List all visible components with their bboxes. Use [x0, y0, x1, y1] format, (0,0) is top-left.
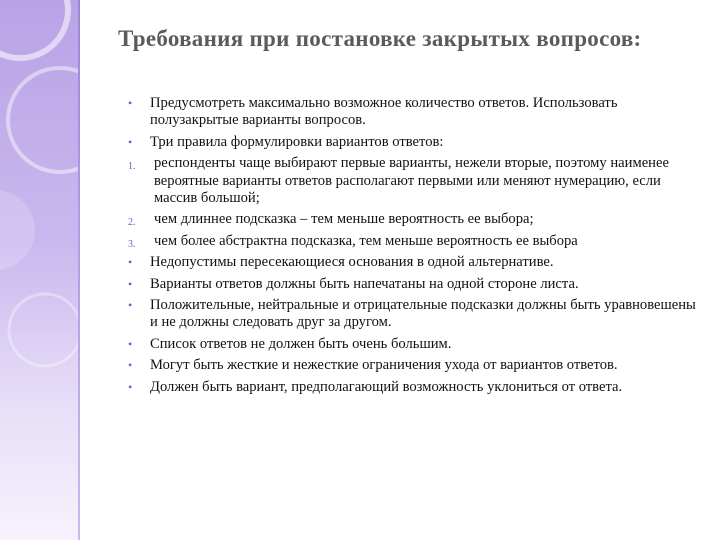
bullet-icon: •	[128, 255, 133, 270]
bullet-list-item	[128, 276, 698, 293]
bullet-icon: •	[128, 379, 133, 394]
slide-title: Требования при постановке закрытых вопросов:	[118, 26, 642, 51]
list-number: 3.	[128, 238, 136, 250]
list-item-text: Недопустимы пересекающиеся основания в одной альтернативе.	[150, 254, 554, 271]
list-item-text: Могут быть жесткие и нежесткие ограничения ухода от вариантов ответов.	[150, 357, 618, 374]
bullet-list-item	[128, 357, 698, 374]
list-item-text: Список ответов не должен быть очень большим.	[150, 335, 452, 352]
bullet-list-item	[128, 254, 698, 271]
bullet-list-item	[128, 95, 698, 130]
list-item-text: Три правила формулировки вариантов ответов:	[150, 133, 444, 150]
numbered-list-item	[128, 211, 698, 228]
bullet-icon: •	[128, 336, 133, 351]
requirements-list	[128, 95, 698, 400]
bullet-icon: •	[128, 276, 133, 291]
bullet-list-item	[128, 336, 698, 353]
bullet-list-item	[128, 379, 698, 396]
bullet-list-item	[128, 297, 698, 332]
decorative-sidebar	[0, 0, 78, 540]
list-item-text: чем более абстрактна подсказка, тем меньше вероятность ее выбора	[154, 232, 578, 249]
list-item-text: Должен быть вариант, предполагающий возможность уклониться от ответа.	[150, 378, 623, 395]
sidebar-divider	[78, 0, 80, 540]
list-number: 2.	[128, 217, 136, 229]
list-item-text: Положительные, нейтральные и отрицательные подсказки должны быть уравновешены и не должны следовать друг за другом.	[150, 297, 696, 331]
bullet-list-item	[128, 134, 698, 151]
bullet-icon: •	[128, 134, 133, 149]
bullet-icon: •	[128, 96, 133, 110]
decorative-circles-graphic	[0, 0, 78, 540]
list-item-text: Варианты ответов должны быть напечатаны на одной стороне листа.	[150, 275, 579, 292]
numbered-list-item	[128, 233, 698, 250]
numbered-list-item	[128, 155, 698, 207]
list-item-text: чем длиннее подсказка – тем меньше вероятность ее выбора;	[154, 211, 534, 228]
bullet-icon: •	[128, 298, 133, 313]
list-item-text: респонденты чаще выбирают первые варианты, нежели вторые, поэтому наименее вероятные варианты ответов располагают первыми или меняют нумерацию, если массив большой;	[154, 155, 669, 207]
list-number: 1.	[128, 161, 136, 173]
bullet-icon: •	[128, 358, 133, 373]
list-item-text: Предусмотреть максимально возможное количество ответов. Использовать полузакрытые варианты вопросов.	[150, 95, 618, 129]
